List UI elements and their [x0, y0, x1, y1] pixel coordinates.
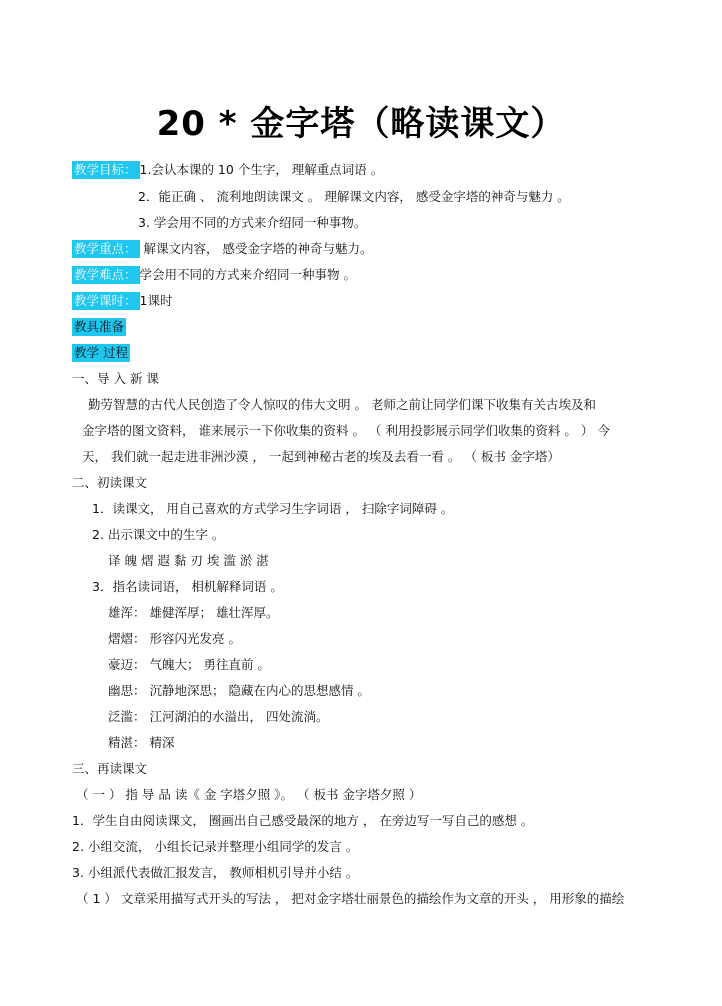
section3-subheading: （ 一 ） 指 导 品 读《 金 字塔夕照 》。 （ 板书 金字塔夕照 ）	[76, 787, 422, 802]
objectives-item-1: 1.会认本课的 10 个生字， 理解重点词语 。	[139, 162, 384, 177]
objectives-item-3: 3. 学会用不同的方式来介绍同一种事物。	[138, 215, 367, 230]
word-definition: 幽思： 沉静地深思； 隐藏在内心的思想感情 。	[108, 683, 370, 698]
difficulty-text: 学会用不同的方式来介绍同一种事物 。	[139, 267, 356, 282]
word-definition: 雄浑： 雄健浑厚； 雄壮浑厚。	[108, 605, 279, 620]
section3-heading: 三、再读课文	[72, 761, 148, 776]
key-point-text: 解课文内容， 感受金字塔的神奇与魅力。	[139, 241, 373, 256]
section3-step-3: 3. 小组派代表做汇报发言， 教师相机引导并小结 。	[72, 865, 359, 880]
process-line	[72, 344, 130, 362]
section1-paragraph-line-2: 金字塔的图文资料， 谁来展示一下你收集的资料 。 （ 利用投影展示同学们收集的资料 。 ） 今	[82, 423, 610, 438]
hours-label: 教学课时：	[72, 292, 140, 310]
objectives-item-2: 2．能正确 、 流利地朗读课文 。 理解课文内容， 感受金字塔的神奇与魅力 。	[138, 189, 570, 204]
section1-paragraph-line-1: 勤劳智慧的古代人民创造了令人惊叹的伟大文明 。 老师之前让同学们课下收集有关古埃及和	[88, 397, 596, 412]
objectives-label: 教学目标：	[72, 161, 140, 179]
section1-paragraph-line-3: 天， 我们就一起走进非洲沙漠 ， 一起到神秘古老的埃及去看一看 。 （ 板书 金字塔）	[82, 449, 560, 464]
word-definition: 精湛： 精深	[108, 735, 175, 750]
word-definition: 熠熠： 形容闪光发亮 。	[108, 631, 241, 646]
hours-line	[72, 292, 172, 310]
new-characters: 译 魄 熠 遐 黏 刃 埃 滥 淤 湛	[108, 553, 269, 568]
difficulty-line	[72, 266, 356, 284]
objectives-line-1	[72, 161, 383, 179]
section3-step-2: 2. 小组交流， 小组长记录并整理小组同学的发言 。	[72, 839, 359, 854]
section3-step-1: 1．学生自由阅读课文， 圈画出自己感受最深的地方 ， 在旁边写一写自己的感想 。	[72, 813, 534, 828]
page-title: 20 * 金字塔（略读课文）	[156, 104, 566, 144]
key-point-line	[72, 240, 372, 258]
section2-step-2: 2. 出示课文中的生字 。	[92, 527, 225, 542]
key-point-label: 教学重点：	[72, 240, 140, 258]
hours-text: 1课时	[139, 293, 173, 308]
word-definition: 豪迈： 气魄大； 勇往直前 。	[108, 657, 270, 672]
section2-step-1: 1．读课文， 用自己喜欢的方式学习生字词语 ， 扫除字词障碍 。	[92, 501, 454, 516]
section2-heading: 二、初读课文	[72, 475, 148, 490]
tools-line	[72, 318, 126, 336]
section1-heading: 一、导 入 新 课	[72, 371, 159, 386]
section2-step-3: 3．指名读词语， 相机解释词语 。	[92, 579, 283, 594]
process-label: 教学 过程	[74, 345, 128, 360]
word-definition: 泛滥： 江河湖泊的水溢出， 四处流淌。	[108, 709, 329, 724]
difficulty-label: 教学难点：	[72, 266, 140, 284]
section3-point-1: （ 1 ） 文章采用描写式开头的写法 ， 把对金字塔壮丽景色的描绘作为文章的开头 ， 用形象的描绘	[76, 891, 625, 906]
tools-label: 教具准备	[74, 319, 125, 334]
